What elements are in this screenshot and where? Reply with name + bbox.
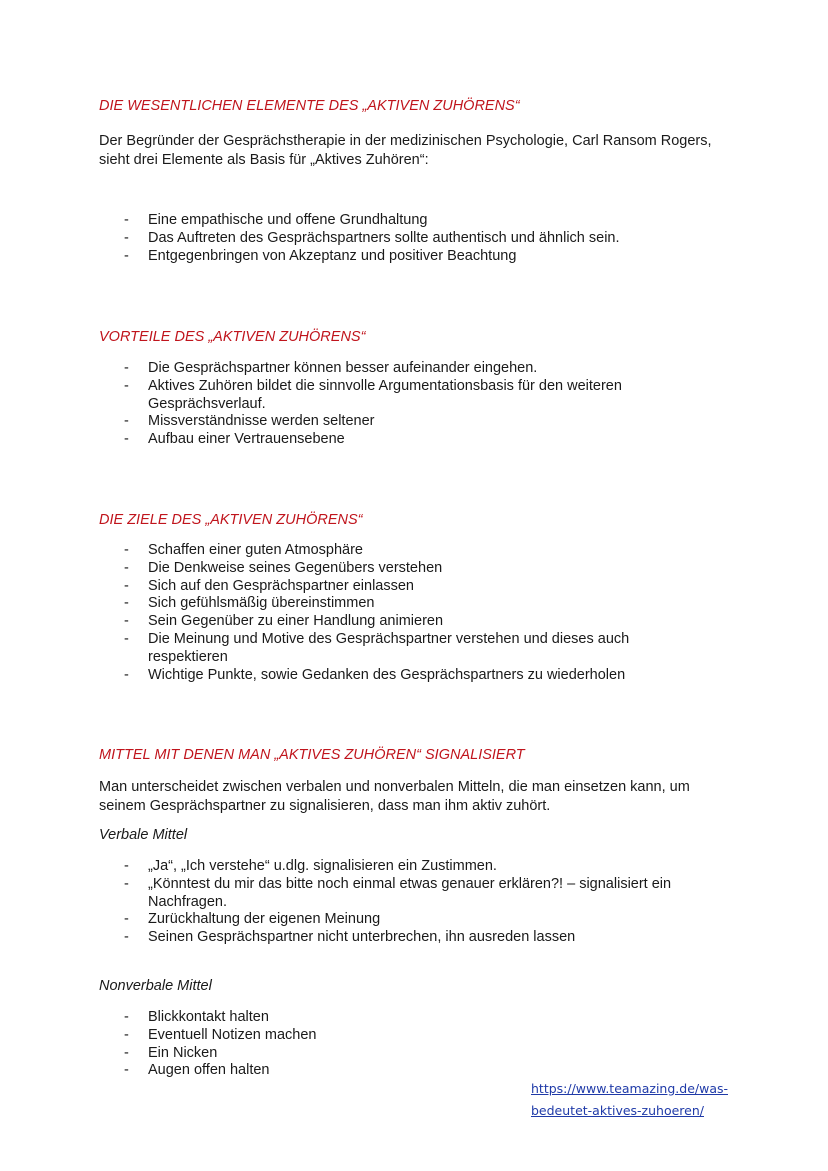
bullet-dash: -	[124, 413, 129, 430]
list-verbal	[0, 858, 708, 947]
heading-elements: DIE WESENTLICHEN ELEMENTE DES „AKTIVEN ZUHÖRENS“	[99, 98, 520, 114]
bullet-dash: -	[124, 559, 129, 576]
list-item: - Aktives Zuhören bildet die sinnvolle Argumentationsbasis für den weiteren Gesprächsverlauf.	[124, 377, 622, 412]
list-item: - Seinen Gesprächspartner nicht unterbrechen, ihn ausreden lassen	[124, 929, 576, 946]
list-item: - Wichtige Punkte, sowie Gedanken des Gesprächspartners zu wiederholen	[124, 666, 626, 683]
source-link[interactable]: https://www.teamazing.de/was-bedeutet-aktives-zuhoeren/	[531, 1081, 728, 1118]
heading-goals: DIE ZIELE DES „AKTIVEN ZUHÖRENS“	[99, 512, 363, 528]
list-item: - Schaffen einer guten Atmosphäre	[124, 542, 363, 558]
list-item: - Sich auf den Gesprächspartner einlassen	[124, 577, 414, 594]
list-item: - Sich gefühlsmäßig übereinstimmen	[124, 595, 375, 612]
list-item: - Blickkontakt halten	[124, 1009, 269, 1025]
list-item: - Die Denkweise seines Gegenübers verstehen	[124, 559, 443, 576]
list-item: - Eine empathische und offene Grundhaltung	[124, 212, 428, 228]
intro-rogers: Der Begründer der Gesprächstherapie in der medizinischen Psychologie, Carl Ransom Rogers, sieht drei Elemente als Basis für „Aktives Zuhören“:	[99, 133, 712, 168]
heading-advantages: VORTEILE DES „AKTIVEN ZUHÖRENS“	[99, 329, 366, 345]
bullet-dash: -	[124, 229, 129, 246]
intro-means: Man unterscheidet zwischen verbalen und nonverbalen Mitteln, die man einsetzen kann, um seinem Gesprächspartner zu signalisieren, dass man ihm aktiv zuhört.	[99, 779, 690, 814]
bullet-dash: -	[124, 1044, 129, 1061]
bullet-dash: -	[124, 858, 129, 874]
bullet-dash: -	[124, 595, 129, 612]
bullet-dash: -	[124, 1062, 129, 1079]
bullet-dash: -	[124, 875, 129, 892]
list-item: - Augen offen halten	[124, 1062, 270, 1079]
bullet-dash: -	[124, 360, 129, 376]
list-item: - Ein Nicken	[124, 1044, 218, 1061]
list-item: - Missverständnisse werden seltener	[124, 413, 375, 430]
bullet-dash: -	[124, 212, 129, 228]
bullet-dash: -	[124, 613, 129, 630]
heading-means: MITTEL MIT DENEN MAN „AKTIVES ZUHÖREN“ SIGNALISIERT	[99, 747, 525, 763]
bullet-dash: -	[124, 577, 129, 594]
bullet-dash: -	[124, 431, 129, 448]
list-item: - „Könntest du mir das bitte noch einmal etwas genauer erklären?! – signalisiert ein Nachfragen.	[124, 875, 672, 910]
bullet-dash: -	[124, 929, 129, 946]
list-elements	[0, 212, 708, 265]
bullet-dash: -	[124, 1026, 129, 1043]
list-goals	[0, 542, 708, 684]
bullet-dash: -	[124, 1009, 129, 1025]
list-item: - Die Meinung und Motive des Gesprächspartner verstehen und dieses auch respektieren	[124, 630, 630, 665]
list-advantages	[0, 360, 708, 449]
bullet-dash: -	[124, 666, 129, 683]
bullet-dash: -	[124, 630, 129, 647]
list-nonverbal	[0, 1009, 708, 1080]
subheading-verbal: Verbale Mittel	[99, 827, 188, 843]
list-item: - Die Gesprächspartner können besser aufeinander eingehen.	[124, 360, 538, 376]
bullet-dash: -	[124, 911, 129, 928]
list-item: - Sein Gegenüber zu einer Handlung animieren	[124, 613, 444, 630]
list-item: - Das Auftreten des Gesprächspartners sollte authentisch und ähnlich sein.	[124, 229, 620, 246]
bullet-dash: -	[124, 542, 129, 558]
bullet-dash: -	[124, 247, 129, 264]
subheading-nonverbal: Nonverbale Mittel	[99, 978, 212, 994]
list-item: - Entgegenbringen von Akzeptanz und positiver Beachtung	[124, 247, 517, 264]
list-item: - Aufbau einer Vertrauensebene	[124, 431, 345, 448]
list-item: - Eventuell Notizen machen	[124, 1026, 317, 1043]
bullet-dash: -	[124, 377, 129, 394]
list-item: - „Ja“, „Ich verstehe“ u.dlg. signalisieren ein Zustimmen.	[124, 858, 497, 874]
list-item: - Zurückhaltung der eigenen Meinung	[124, 911, 381, 928]
